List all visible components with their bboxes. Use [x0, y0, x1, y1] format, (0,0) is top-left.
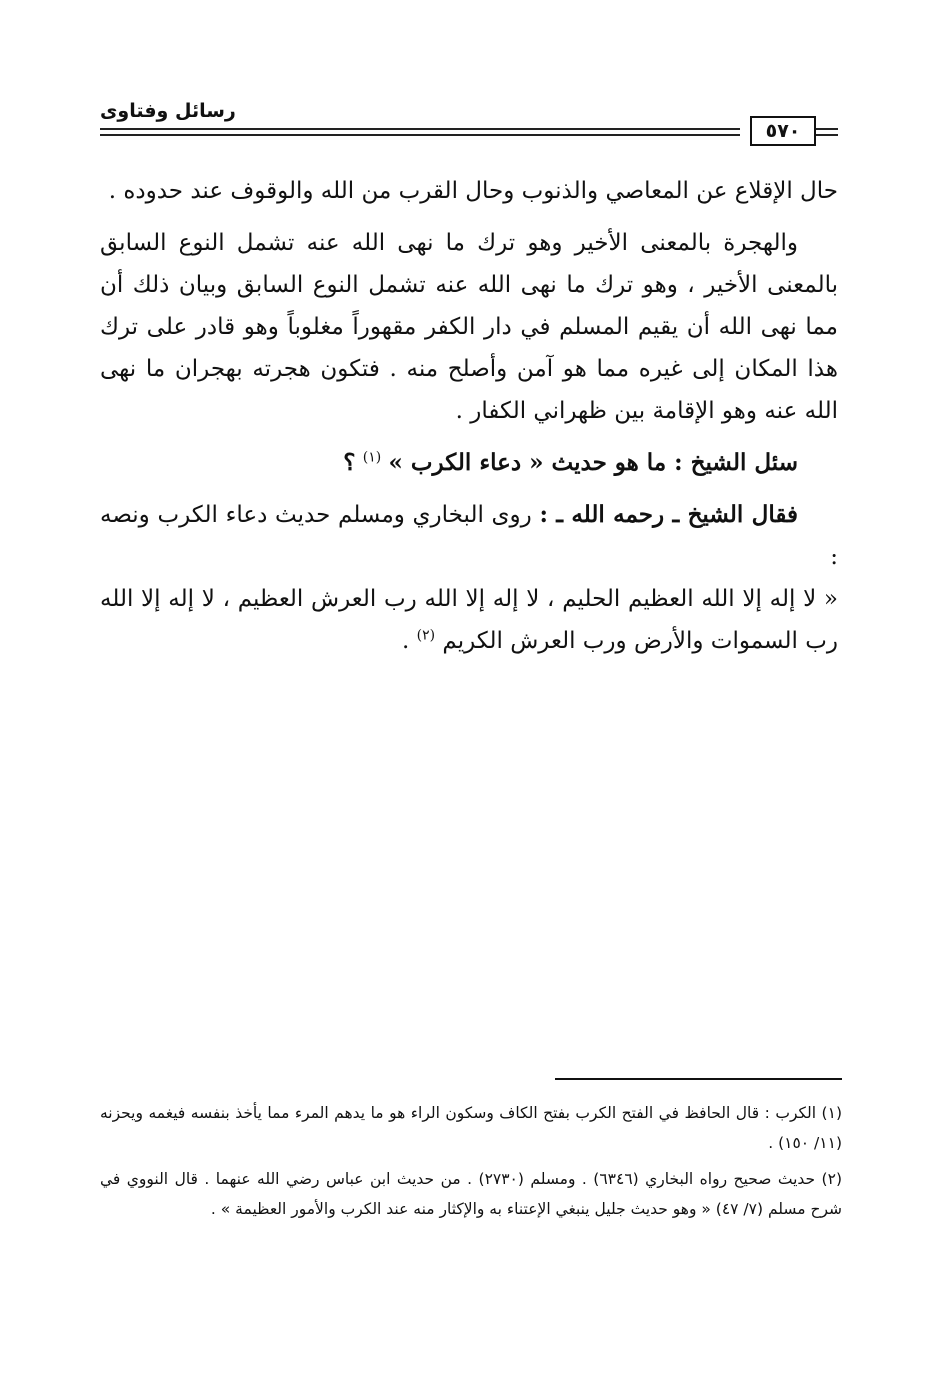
header-rule-right-top: [816, 128, 838, 130]
header-rule-right-bottom: [816, 134, 838, 136]
hadith-text: « لا إله إلا الله العظيم الحليم ، لا إله إلا الله رب العرش العظيم ، لا إله إلا الله رب السموات والأرض ورب العرش الكريم: [100, 586, 838, 654]
main-text: [100, 170, 838, 672]
header-rule-bottom: [100, 134, 740, 136]
question-end: ؟: [343, 449, 356, 476]
footnote-2: (٢) حديث صحيح رواه البخاري (٦٣٤٦) . ومسلم (٢٧٣٠) . من حديث ابن عباس رضي الله عنهما . قال النووي في شرح مسلم (٧/ ٤٧) « وهو حديث جليل ينبغي الإعتناء به والإكثار منه عند الكرب والأمور العظيمة » .: [100, 1170, 842, 1218]
answer-paragraph: [100, 494, 838, 662]
page-number: ٥٧٠: [750, 116, 816, 146]
hadith-end: .: [401, 628, 410, 654]
answer-intro: روى البخاري ومسلم حديث دعاء الكرب ونصه :: [100, 502, 838, 570]
footnote-ref-2[interactable]: (٢): [416, 627, 436, 644]
footnote-separator: [555, 1078, 842, 1080]
question-text: سئل الشيخ : ما هو حديث « دعاء الكرب »: [388, 449, 798, 476]
answer-lead: فقال الشيخ ـ رحمه الله ـ :: [539, 501, 799, 528]
running-header-title: رسائل وفتاوى: [100, 100, 236, 122]
footnote-1: (١) الكرب : قال الحافظ في الفتح الكرب بفتح الكاف وسكون الراء هو ما يدهم المرء مما يأخذ بنفسه فيغمه ويحزنه (١١/ ١٥٠) .: [100, 1104, 842, 1152]
footnotes: [100, 1098, 842, 1230]
paragraph-1: حال الإقلاع عن المعاصي والذنوب وحال القرب من الله والوقوف عند حدوده .: [108, 178, 838, 204]
paragraph-2: والهجرة بالمعنى الأخير وهو ترك ما نهى الله عنه تشمل النوع السابق بالمعنى الأخير ، وهو ترك ما نهى الله عنه تشمل النوع السابق وبيان ذلك أن مما نهى الله أن يقيم المسلم في دار الكفر مقهوراً مغلوباً وهو قادر على ترك هذا المكان إلى غيره مما هو آمن وأصلح منه . فتكون هجرته بهجران ما نهى الله عنه وهو الإقامة بين ظهراني الكفار .: [100, 230, 838, 424]
question-line: [100, 442, 838, 484]
footnote-ref-1[interactable]: (١): [362, 449, 382, 466]
header-rule-top: [100, 128, 740, 130]
